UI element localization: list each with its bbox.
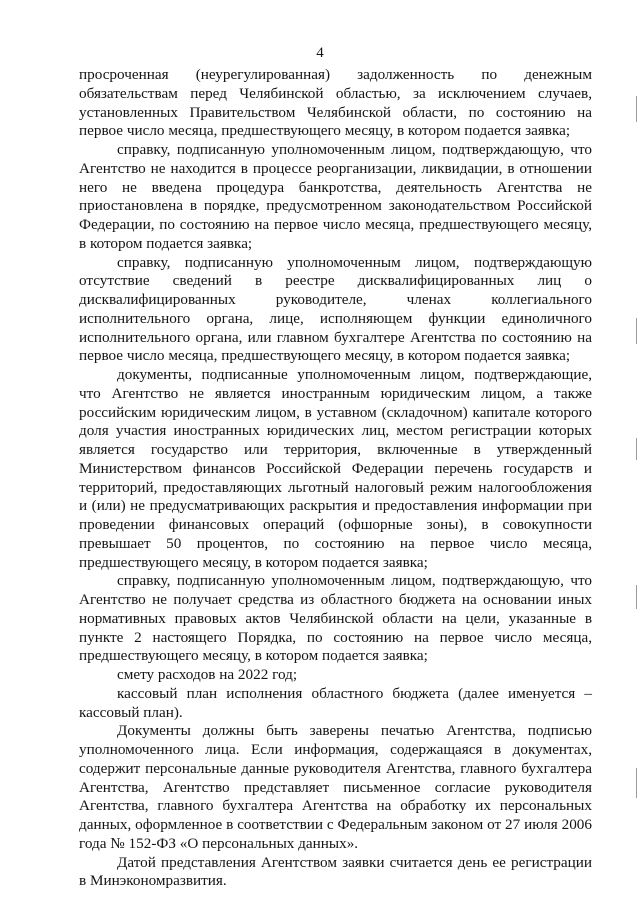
paragraph-cash-plan: кассовый план исполнения областного бюджета (далее именуется – кассовый план). xyxy=(79,684,592,721)
paragraph-expense-estimate: смету расходов на 2022 год; xyxy=(117,666,298,683)
paragraph-budget-funds-certificate: справку, подписанную уполномоченным лицом, подтверждающую, что Агентство не получает средства из областного бюджета на основании иных нормативных правовых актов Челябинской области на цели, указанные в пункте 2 настоящего Порядка, по состоянию на первое число месяца, предшествующего месяцу, в котором подается заявка; xyxy=(79,572,592,665)
scan-edge-mark-upper xyxy=(636,318,637,344)
paragraph-document-certification: Документы должны быть заверены печатью Агентства, подписью уполномоченного лица. Если информация, содержащаяся в документах, содержит персональные данные руководителя Агентства, главного бухгалтера Агентства, Агентство представляет письменное согласие руководителя Агентства, главного бухгалтера Агентства на обработку их персональных данных, оформленное в соответствии с Федеральным законом от 27 июля 2006 года № 152-ФЗ «О персональных данных». xyxy=(79,722,592,852)
scan-edge-mark-lower xyxy=(636,585,637,609)
document-body xyxy=(79,66,592,891)
paragraph-submission-date: Датой представления Агентством заявки считается день ее регистрации в Минэкономразвития. xyxy=(79,853,592,890)
scan-edge-mark-middle xyxy=(636,438,637,460)
paragraph-foreign-entity-documents: документы, подписанные уполномоченным лицом, подтверждающие, что Агентство не является иностранным юридическим лицом, а также российским юридическим лицом, в уставном (складочном) капитале которого доля участия иностранных юридических лиц, местом регистрации которых является государство или территория, включенные в утвержденный Министерством финансов Российской Федерации перечень государств и территорий, предоставляющих льготный налоговый режим налогообложения и (или) не предусматривающих раскрытия и предоставления информации при проведении финансовых операций (офшорные зоны), в совокупности превышает 50 процентов, по состоянию на первое число месяца, предшествующего месяцу, в котором подается заявка; xyxy=(79,366,592,571)
page-number: 4 xyxy=(316,45,324,61)
paragraph-debt-obligations: просроченная (неурегулированная) задолженность по денежным обязательствам перед Челябинской областью, за исключением случаев, установленных Правительством Челябинской области, по состоянию на первое число месяца, предшествующего месяцу, в котором подается заявка; xyxy=(79,66,592,140)
scan-edge-mark-top xyxy=(636,96,637,122)
paragraph-reorganization-certificate: справку, подписанную уполномоченным лицом, подтверждающую, что Агентство не находится в процессе реорганизации, ликвидации, в отношении него не введена процедура банкротства, деятельность Агентства не приостановлена в порядке, предусмотренном законодательством Российской Федерации, по состоянию на первое число месяца, предшествующего месяцу, в котором подается заявка; xyxy=(79,141,592,252)
paragraph-disqualified-persons-certificate: справку, подписанную уполномоченным лицом, подтверждающую отсутствие сведений в реестре дисквалифицированных лиц о дисквалифицированных руководителе, членах коллегиального исполнительного органа, лице, исполняющем функции единоличного исполнительного органа, или главном бухгалтере Агентства по состоянию на первое число месяца, предшествующего месяцу, в котором подается заявка; xyxy=(79,253,592,365)
scan-edge-mark-bottom xyxy=(636,768,637,798)
